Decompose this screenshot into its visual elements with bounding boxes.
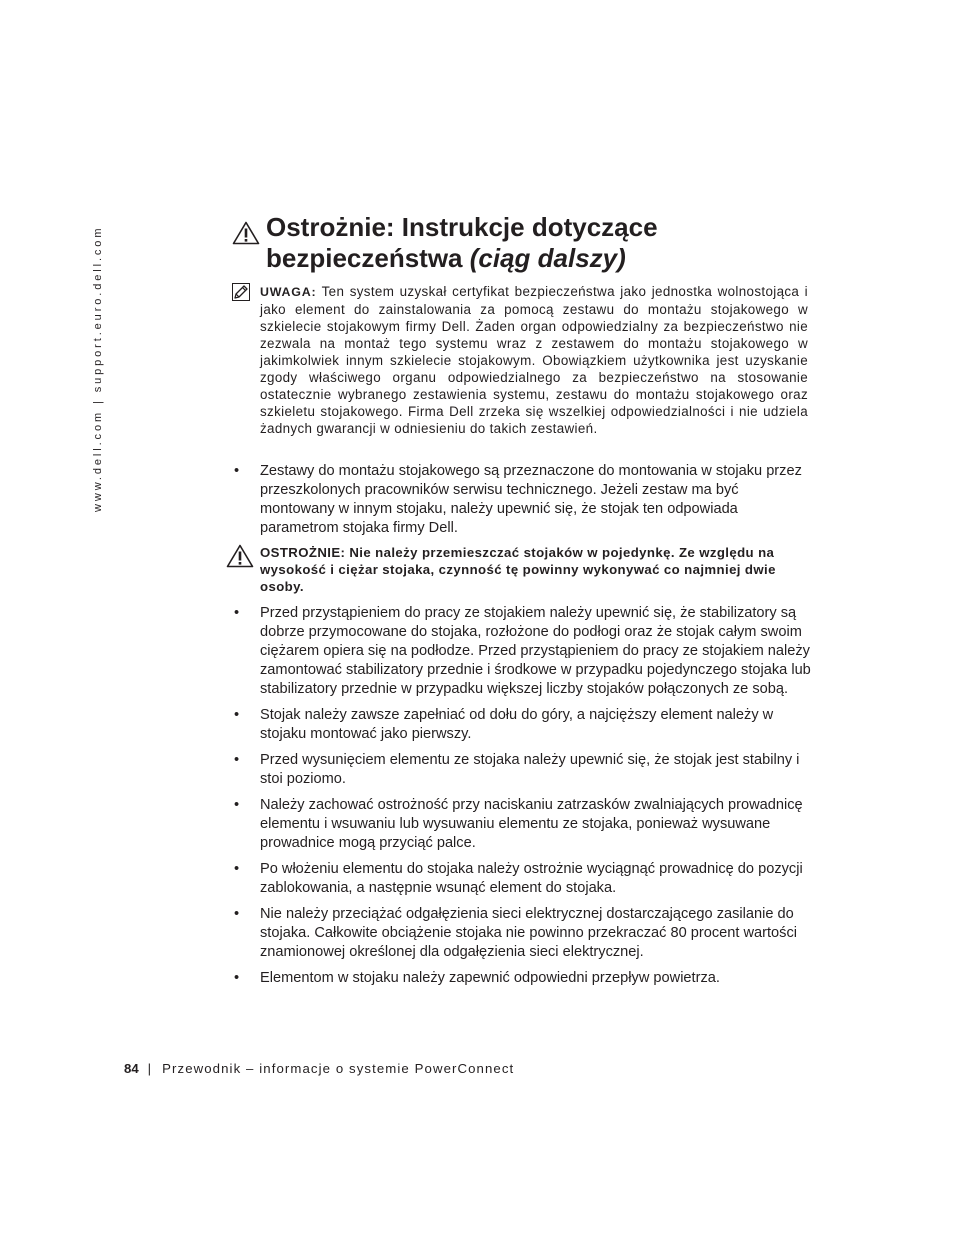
list-item — [232, 604, 812, 699]
list-item-text: Przed przystąpieniem do pracy ze stojakiem należy upewnić się, że stabilizatory są dobrze przymocowane do stojaka, rozłożone do podłogi oraz że stojak całym swoim ciężarem opiera się na podłodze. Przed przystąpieniem do pracy ze stojakiem należy zamontować stabilizatory przednie i środkowe w przypadku pojedynczego stojaka lub stabilizatory przednie w przypadku większej liczby stojaków połączonych ze sobą. — [260, 605, 811, 697]
note-body: Ten system uzyskał certyfikat bezpieczeństwa jako jednostka wolnostojąca i jako element do zainstalowania za pomocą zestawu do montażu stojakowego w szkielecie stojakowym firmy Dell. Żaden organ odpowiedzialny za bezpieczeństwo nie zezwala na montaż tego systemu wraz z zestawem do montażu stojakowego w jakimkolwiek innym szkielecie stojakowym. Obowiązkiem użytkownika jest uzyskanie zgody właściwego organu odpowiedzialnego za bezpieczeństwo na stosowanie ostatecznie wybranego zestawienia systemu, zestawu do montażu stojakowego oraz szkieletu stojakowego. Firma Dell zrzeka się wszelkiej odpowiedzialności i nie udziela żadnych gwarancji w odniesieniu do takich zestawień. — [260, 284, 808, 436]
list-item — [232, 969, 812, 988]
list-item — [232, 796, 812, 853]
bullet-dot: • — [234, 463, 240, 479]
list-item-text: Po włożeniu elementu do stojaka należy ostrożnie wyciągnąć prowadnicę do pozycji zablokowania, a następnie wsunąć element do stojaka. — [260, 861, 803, 896]
bullet-dot: • — [234, 752, 240, 768]
caution-block — [226, 544, 812, 595]
list-item-text: Elementom w stojaku należy zapewnić odpowiedni przepływ powietrza. — [260, 970, 720, 986]
caution-text: OSTROŻNIE: Nie należy przemieszczać stojaków w pojedynkę. Ze względu na wysokość i ciężar stojaka, czynność tę powinny wykonywać co najmniej dwie osoby. — [260, 545, 776, 594]
note-label: UWAGA: — [260, 285, 317, 299]
warning-icon — [232, 221, 260, 245]
bullet-dot: • — [234, 605, 240, 621]
list-item — [232, 905, 812, 962]
heading-line-1: Ostrożnie: Instrukcje dotyczące — [266, 212, 658, 242]
list-item — [232, 462, 812, 538]
warning-icon — [226, 544, 254, 568]
heading-line-2-text: bezpieczeństwa — [266, 243, 470, 273]
list-item — [232, 706, 812, 744]
footer-title: Przewodnik – informacje o systemie PowerConnect — [162, 1061, 515, 1076]
page-number: 84 — [124, 1061, 139, 1076]
bullet-dot: • — [234, 970, 240, 986]
pencil-note-icon — [232, 283, 250, 301]
list-item-text: Nie należy przeciążać odgałęzienia sieci elektrycznej dostarczającego zasilanie do stojaka. Całkowite obciążenie stojaka nie powinno przekraczać 80 procent wartości znamionowej określonej dla odgałęzienia sieci elektrycznej. — [260, 906, 798, 960]
bullet-dot: • — [234, 797, 240, 813]
list-item-text: Należy zachować ostrożność przy naciskaniu zatrzasków zwalniających prowadnicę elementu i wsuwaniu lub wysuwaniu elementu ze stojaka, ponieważ wysuwane prowadnice mogą przyciąć palce. — [260, 797, 803, 851]
list-item — [232, 860, 812, 898]
list-item-text: Przed wysunięciem elementu ze stojaka należy upewnić się, że stojak jest stabilny i stoi poziomo. — [260, 752, 800, 787]
list-item-text: Zestawy do montażu stojakowego są przeznaczone do montowania w stojaku przez przeszkolonych pracowników serwisu technicznego. Jeżeli zestaw ma być montowany w innym stojaku, należy upewnić się, że stojak ten odpowiada parametrom stojaka firmy Dell. — [260, 463, 802, 536]
footer-separator: | — [147, 1061, 152, 1076]
note-block — [232, 283, 808, 437]
bullet-list-2 — [232, 604, 812, 995]
page-footer — [124, 1061, 514, 1076]
bullet-list-1 — [232, 462, 812, 545]
section-heading — [232, 212, 832, 274]
bullet-dot: • — [234, 861, 240, 877]
list-item-text: Stojak należy zawsze zapełniać od dołu do góry, a najcięższy element należy w stojaku montować jako pierwszy. — [260, 707, 774, 742]
note-text — [260, 283, 808, 437]
sidebar-url-text: www.dell.com | support.euro.dell.com — [92, 225, 104, 512]
bullet-dot: • — [234, 906, 240, 922]
heading-continued: (ciąg dalszy) — [469, 243, 626, 273]
bullet-dot: • — [234, 707, 240, 723]
list-item — [232, 751, 812, 789]
sidebar-url — [84, 222, 104, 512]
heading-line-2 — [266, 243, 832, 274]
